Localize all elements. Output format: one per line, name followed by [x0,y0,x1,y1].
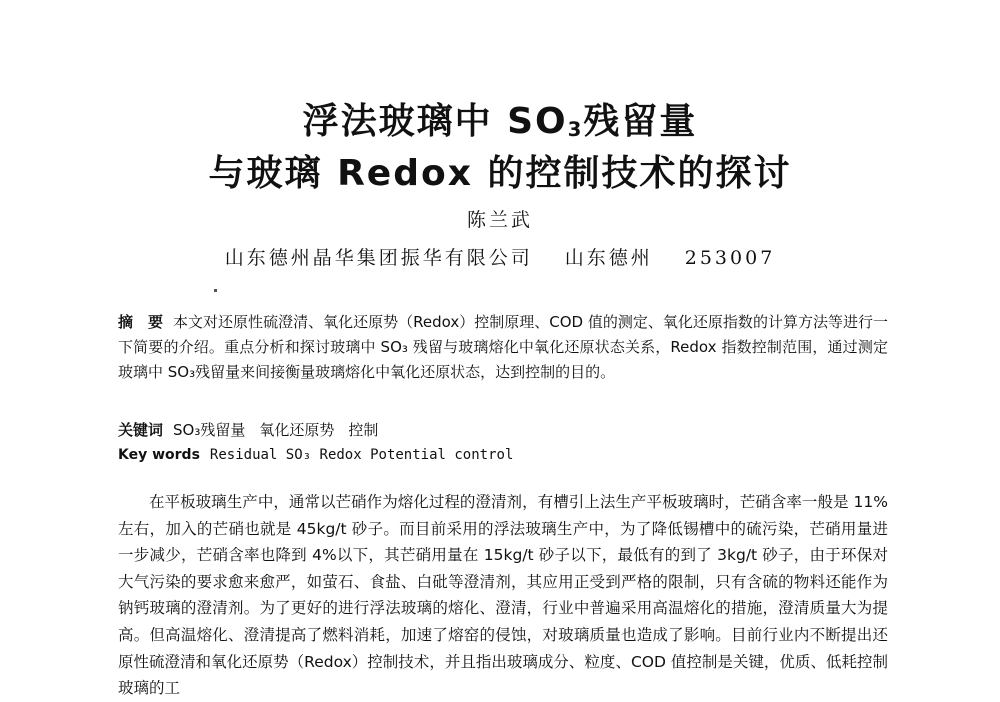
keyword-en-item: Redox Potential control [319,447,514,463]
affiliation-city: 山东德州 [564,247,653,269]
abstract-label: 摘 要 [118,313,164,331]
affiliation-postcode: 253007 [684,247,776,269]
keywords-cn [118,418,888,443]
keywords-en-label: Key words [118,447,200,463]
abstract-text: 本文对还原性硫澄清、氧化还原势（Redox）控制原理、COD 值的测定、氧化还原指数的计算方法等进行一下简要的介绍。重点分析和探讨玻璃中 SO₃ 残留与玻璃熔化中氧化还原状态关系，Redox 指数控制范围，通过测定玻璃中 SO₃残留量来间接衡量玻璃熔化中氧化还原状态，达到控制的目的。 [118,313,888,381]
keywords-cn-label: 关键词 [118,421,164,439]
affiliation-org: 山东德州晶华集团振华有限公司 [224,247,533,269]
paper-title-line-1: 浮法玻璃中 $SO_3$残留量 [302,101,698,142]
keyword-item: 氧化还原势 [259,421,335,439]
affiliation [0,243,1000,270]
keyword-en-item: Residual SO₃ [209,447,312,463]
speck [214,289,217,292]
keywords-en [118,443,888,468]
keyword-item: SO₃残留量 [173,421,246,439]
body-paragraph: 在平板玻璃生产中，通常以芒硝作为熔化过程的澄清剂，有槽引上法生产平板玻璃时，芒硝含率一般是 11%左右，加入的芒硝也就是 45kg/t 砂子。而目前采用的浮法玻璃生产中，为了降低锡槽中的硫污染，芒硝用量进一步减少，芒硝含率也降到 4%以下，其芒硝用量在 15kg/t 砂子以下，最低有的到了 3kg/t 砂子，由于环保对大气污染的要求愈来愈严，如萤石、食盐、白砒等澄清剂，其应用正受到严格的限制，只有含硫的物料还能作为钠钙玻璃的澄清剂。为了更好的进行浮法玻璃的熔化、澄清，行业中普遍采用高温熔化的措施，澄清质量大为提高。但高温熔化、澄清提高了燃料消耗，加速了熔窑的侵蚀，对玻璃质量也造成了影响。目前行业内不断提出还原性硫澄清和氧化还原势（Redox）控制技术，并且指出玻璃成分、粒度、COD 值控制是关键，优质、低耗控制玻璃的工 [118,493,888,698]
author-name: 陈兰武 [466,209,533,231]
paper-title-line-2: 与玻璃 Redox 的控制技术的探讨 [208,153,792,194]
keyword-item: 控制 [348,421,379,439]
abstract [118,310,888,385]
